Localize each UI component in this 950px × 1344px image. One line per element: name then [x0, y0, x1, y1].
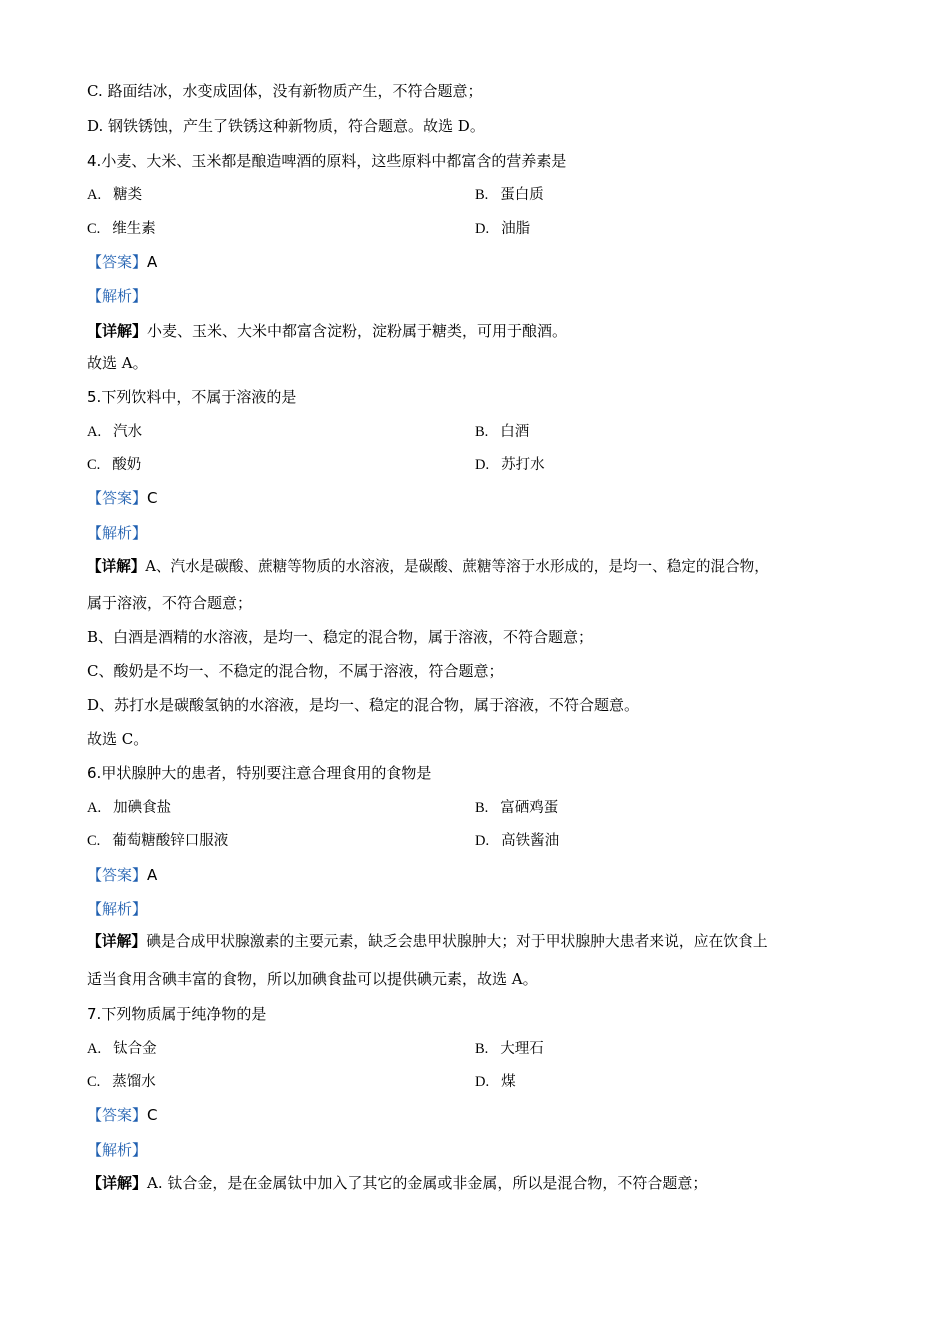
text-line: C. 路面结冰，水变成固体，没有新物质产生，不符合题意； [87, 82, 483, 100]
question-text: 甲状腺肿大的患者，特别要注意合理食用的食物是 [101, 764, 432, 782]
question-text: 小麦、大米、玉米都是酿造啤酒的原料，这些原料中都富含的营养素是 [101, 152, 567, 170]
option-b [475, 1038, 544, 1060]
question-text: 下列饮料中，不属于溶液的是 [101, 388, 297, 406]
detail-text: 小麦、玉米、大米中都富含淀粉，淀粉属于糖类，可用于酿酒。 [147, 322, 568, 340]
option-a [87, 1038, 157, 1060]
answer-tag: 【答案】 [87, 866, 148, 884]
option-b [475, 184, 544, 206]
detail-line: 适当食用含碘丰富的食物，所以加碘食盐可以提供碘元素，故选 A。 [87, 970, 538, 988]
detail-text: A. 钛合金，是在金属钛中加入了其它的金属或非金属，所以是混合物，不符合题意； [147, 1174, 708, 1192]
option-text: 蛋白质 [500, 187, 544, 203]
detail-line: 属于溶液，不符合题意； [87, 594, 253, 612]
answer-value: C [147, 489, 158, 507]
detail-tag: 【详解】 [87, 322, 148, 340]
detail-line [87, 556, 769, 578]
option-text: 蒸馏水 [112, 1074, 156, 1090]
option-label: D. [475, 833, 490, 849]
option-text: 大理石 [500, 1041, 544, 1057]
detail-text: 碘是合成甲状腺激素的主要元素，缺乏会患甲状腺肿大；对于甲状腺肿大患者来说，应在饮食上 [146, 933, 768, 950]
option-label: D. [475, 457, 490, 473]
answer-line [87, 1104, 158, 1126]
option-label: D. [475, 1074, 490, 1090]
option-a [87, 421, 142, 443]
option-c [87, 218, 156, 240]
option-text: 白酒 [500, 424, 530, 440]
option-text: 钛合金 [113, 1041, 157, 1057]
answer-line [87, 864, 157, 886]
question-number: 5. [87, 388, 102, 406]
question-text: 下列物质属于纯净物的是 [101, 1005, 267, 1023]
answer-value: A [147, 253, 158, 271]
question-4-stem [87, 150, 566, 172]
option-c [87, 454, 141, 476]
answer-value: A [147, 866, 158, 884]
question-6-stem [87, 762, 431, 784]
option-text: 加碘食盐 [113, 800, 172, 816]
option-label: A. [87, 800, 102, 816]
detail-line [87, 931, 768, 953]
detail-tag: 【详解】 [87, 1174, 148, 1192]
question-number: 4. [87, 152, 102, 170]
option-d [475, 454, 545, 476]
detail-tag: 【详解】 [87, 558, 146, 575]
option-c [87, 830, 228, 852]
option-text: 苏打水 [501, 457, 545, 473]
option-label: D. [475, 221, 490, 237]
option-text: 高铁酱油 [501, 833, 560, 849]
question-7-stem [87, 1003, 266, 1025]
option-d [475, 218, 530, 240]
detail-line [87, 1172, 707, 1194]
option-label: B. [475, 800, 489, 816]
option-label: A. [87, 424, 102, 440]
option-b [475, 797, 558, 819]
detail-line [87, 320, 567, 342]
option-b [475, 421, 529, 443]
option-label: B. [475, 187, 489, 203]
option-d [475, 1071, 516, 1093]
option-text: 油脂 [501, 221, 531, 237]
question-number: 7. [87, 1005, 102, 1023]
option-label: C. [87, 1074, 101, 1090]
question-5-stem [87, 386, 296, 408]
option-text: 葡萄糖酸锌口服液 [112, 833, 229, 849]
detail-line: 故选 A。 [87, 354, 148, 372]
answer-line [87, 251, 157, 273]
detail-line: B、白酒是酒精的水溶液，是均一、稳定的混合物，属于溶液，不符合题意； [87, 628, 594, 646]
option-label: B. [475, 1041, 489, 1057]
option-label: C. [87, 833, 101, 849]
answer-line [87, 487, 158, 509]
option-d [475, 830, 559, 852]
detail-tag: 【详解】 [87, 933, 147, 950]
detail-line: D、苏打水是碳酸氢钠的水溶液，是均一、稳定的混合物，属于溶液，不符合题意。 [87, 696, 640, 714]
answer-value: C [147, 1106, 158, 1124]
option-text: 维生素 [112, 221, 156, 237]
option-label: A. [87, 1041, 102, 1057]
option-label: B. [475, 424, 489, 440]
text-line: D. 钢铁锈蚀，产生了铁锈这种新物质，符合题意。故选 D。 [87, 117, 485, 135]
option-text: 煤 [501, 1074, 516, 1090]
option-label: C. [87, 221, 101, 237]
option-text: 富硒鸡蛋 [500, 800, 559, 816]
option-c [87, 1071, 156, 1093]
detail-text: A、汽水是碳酸、蔗糖等物质的水溶液，是碳酸、蔗糖等溶于水形成的，是均一、稳定的混合物， [145, 558, 769, 575]
option-text: 糖类 [113, 187, 143, 203]
option-a [87, 184, 142, 206]
analysis-tag: 【解析】 [87, 524, 148, 542]
detail-line: 故选 C。 [87, 730, 149, 748]
option-text: 酸奶 [112, 457, 142, 473]
answer-tag: 【答案】 [87, 253, 148, 271]
option-label: A. [87, 187, 102, 203]
option-label: C. [87, 457, 101, 473]
analysis-tag: 【解析】 [87, 287, 148, 305]
answer-tag: 【答案】 [87, 489, 148, 507]
analysis-tag: 【解析】 [87, 900, 148, 918]
option-text: 汽水 [113, 424, 143, 440]
question-number: 6. [87, 764, 102, 782]
answer-tag: 【答案】 [87, 1106, 148, 1124]
analysis-tag: 【解析】 [87, 1141, 148, 1159]
option-a [87, 797, 171, 819]
detail-line: C、酸奶是不均一、不稳定的混合物，不属于溶液，符合题意； [87, 662, 504, 680]
